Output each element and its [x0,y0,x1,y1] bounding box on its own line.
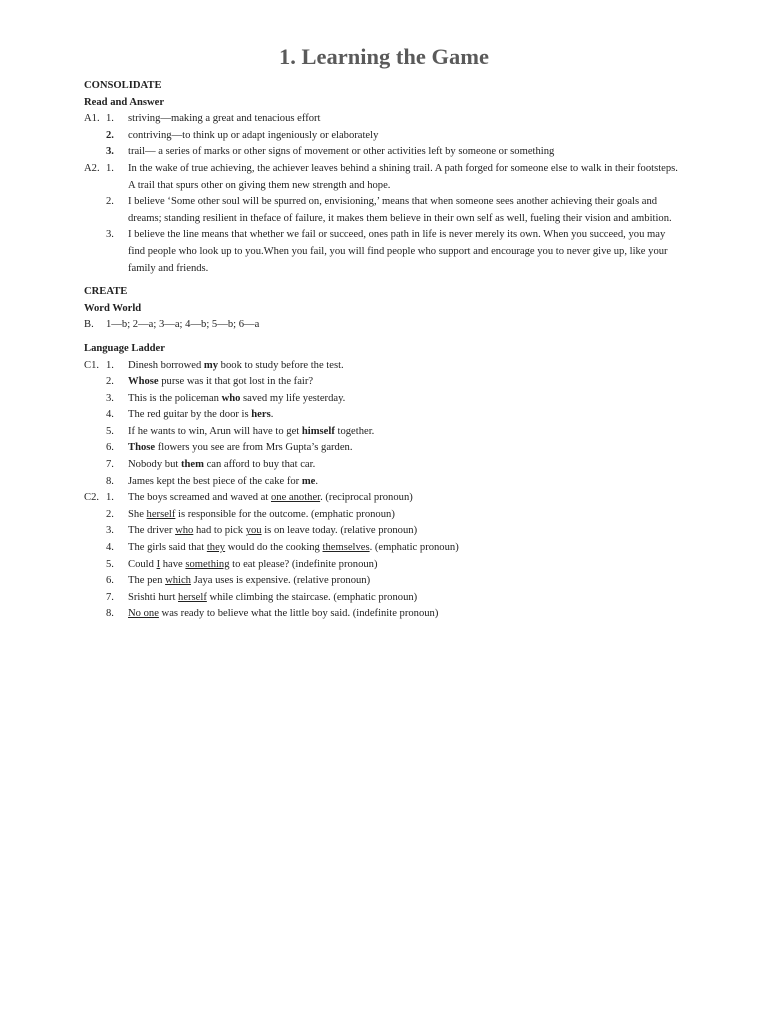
answer-text [128,144,684,161]
answer-number: 3. [106,146,114,158]
answer-label [84,374,106,391]
answer-item [84,194,684,227]
answer-text-run: The red guitar by the door is [128,409,252,421]
answer-label [84,227,106,277]
create-heading: CREATE [84,286,128,298]
answer-text-run: had to pick [193,525,246,537]
answer-number: 6. [106,442,114,454]
answer-text [128,457,684,474]
answer-text-run: Srishti hurt [128,591,179,603]
answer-number: 3. [106,392,114,404]
answer-text [128,194,684,227]
answer-text-run: The pen [128,575,166,587]
bold-pronoun: my [203,359,219,371]
bold-pronoun: them [180,459,204,471]
answer-text [128,358,684,375]
underlined-pronoun: herself [178,591,207,603]
language-ladder-heading: Language Ladder [84,342,165,354]
answer-b [84,317,684,334]
answer-text-run: The boys screamed and waved at [128,492,271,504]
answer-item [84,128,684,145]
answer-item [84,227,684,277]
answer-number: 2. [106,376,114,388]
consolidate-heading: CONSOLIDATE [84,80,162,91]
answer-label [84,424,106,441]
read-and-answer-heading: Read and Answer [84,96,165,108]
answer-label [84,573,106,590]
answer-number: 2. [106,196,114,208]
underlined-pronoun: something [185,558,230,570]
answer-text-run: The girls said that [128,542,207,554]
answer-text-run: to eat please? (indefinite pronoun) [229,558,378,570]
answer-text-run: together. [334,425,375,437]
answer-text-run: Jaya uses is expensive. (relative pronoun) [190,575,371,587]
answer-label [84,507,106,524]
answer-text-run: . (reciprocal pronoun) [320,492,413,504]
answer-label [84,194,106,227]
answer-item [84,358,684,375]
answer-item [84,424,684,441]
answer-item [84,507,684,524]
answer-text-run: Dinesh borrowed [128,359,204,371]
answer-number: 4. [106,409,114,421]
answer-label [84,440,106,457]
answer-number: 1. [106,162,114,174]
answer-text [128,557,684,574]
answer-text [128,111,684,128]
answer-item [84,557,684,574]
answer-number: 1. [106,113,114,125]
answer-text-run: is on leave today. (relative pronoun) [261,525,418,537]
answer-text [128,606,684,623]
answer-text [128,540,684,557]
answer-text [128,374,684,391]
answer-number: 8. [106,608,114,620]
answer-label [84,144,106,161]
answer-text-run: saved my life yesterday. [240,392,346,404]
bold-pronoun: himself [301,425,335,437]
answer-text [128,407,684,424]
answer-text-run: Could [128,558,157,570]
bold-pronoun: Whose [128,376,159,388]
underlined-pronoun: they [206,542,226,554]
answer-number: 6. [106,575,114,587]
answer-text [128,490,684,507]
answer-item [84,407,684,424]
underlined-pronoun: herself [146,508,176,520]
answer-text [128,424,684,441]
answer-text [128,128,684,145]
answer-text-run: was ready to believe what the little boy said. (indefinite pronoun) [158,608,439,620]
answer-label [84,523,106,540]
answer-text-run: If he wants to win, Arun will have to get [128,425,302,437]
answer-label: A1. [84,113,100,125]
answer-number: 5. [106,558,114,570]
answer-text [128,227,684,277]
answer-number: 7. [106,591,114,603]
answer-text-run: Nobody but [128,459,181,471]
answer-number: 3. [106,525,114,537]
answer-text-run: James kept the best piece of the cake for [128,475,302,487]
answer-item [84,523,684,540]
answer-number: 7. [106,459,114,471]
answer-number: 4. [106,542,114,554]
answer-text-run: contriving—to think up or adapt ingeniously or elaborately [128,129,379,141]
answer-label [84,474,106,491]
answer-text-run: The driver [128,525,176,537]
answer-text-run: . [270,409,274,421]
answers-a2 [84,161,684,277]
answer-number: 5. [106,425,114,437]
answer-label [84,128,106,145]
answer-label: C2. [84,492,100,504]
answer-item [84,573,684,590]
answer-text-run: can afford to buy that car. [203,459,316,471]
answer-label [84,557,106,574]
answer-text-run: striving—making a great and tenacious effort [128,113,321,125]
word-world-heading: Word World [84,302,142,314]
answer-number: 1. [106,492,114,504]
answer-label [84,457,106,474]
answer-item [84,540,684,557]
answer-text-run: In the wake of true achieving, the achiever leaves behind a shining trail. A path forged for someone else to walk in their footsteps. A trail that spurs other on giving them new strength and hope. [128,162,678,191]
answer-number: 2. [106,129,114,141]
bold-pronoun: me [301,475,316,487]
underlined-pronoun: who [175,525,194,537]
answers-a1 [84,111,684,161]
bold-pronoun: who [221,392,241,404]
answer-text-run: This is the policeman [128,392,222,404]
answer-text [128,474,684,491]
answer-item [84,111,684,128]
answer-label [84,606,106,623]
underlined-pronoun: you [245,525,262,537]
answer-text [128,507,684,524]
answer-item [84,440,684,457]
answer-text [128,440,684,457]
answer-item [84,391,684,408]
answer-text-run: flowers you see are from Mrs Gupta’s garden. [155,442,353,454]
answer-number: 1. [106,359,114,371]
answer-text-run: I believe the line means that whether we fail or succeed, ones path in life is never merely its own. When you succeed, you may find people who look up to you.When you fail, you will find people who support and encourage you to never give up, like your family and friends. [128,229,668,274]
answer-text-run: book to study before the test. [218,359,344,371]
answer-item [84,144,684,161]
page-title: 1. Learning the Game [279,44,489,69]
answer-text: 1—b; 2—a; 3—a; 4—b; 5—b; 6—a [106,319,260,331]
answer-text-run: I believe ‘Some other soul will be spurred on, envisioning,’ means that when someone sees another achieving their goals and dreams; standing resilient in theface of failure, it makes them believe in their own self as well, fueling their vision and ambition. [128,196,672,224]
answer-label: C1. [84,359,100,371]
answer-text [128,523,684,540]
answer-label: A2. [84,162,100,174]
answer-item [84,606,684,623]
answer-text [128,161,684,194]
answer-item [84,490,684,507]
answer-text [128,391,684,408]
answer-text-run: trail— a series of marks or other signs of movement or other activities left by someone or something [128,146,555,158]
answer-label [84,407,106,424]
answer-content [84,78,684,623]
answer-text-run: . [315,475,319,487]
underlined-pronoun: I [156,558,161,570]
answer-item [84,374,684,391]
underlined-pronoun: themselves [322,542,370,554]
answer-text-run: have [160,558,186,570]
answer-label [84,540,106,557]
answers-c2 [84,490,684,623]
bold-pronoun: hers [251,409,271,421]
bold-pronoun: Those [128,442,156,454]
answers-c1 [84,358,684,491]
answer-label [84,590,106,607]
answer-text [128,573,684,590]
answer-number: 2. [106,508,114,520]
answer-label: B. [84,319,94,331]
answer-item [84,590,684,607]
answer-text-run: purse was it that got lost in the fair? [158,376,314,388]
underlined-pronoun: No one [128,608,159,620]
answer-item [84,161,684,194]
answer-label [84,391,106,408]
underlined-pronoun: one another [270,492,321,504]
answer-item [84,457,684,474]
answer-text-run: would do the cooking [225,542,323,554]
answer-item [84,474,684,491]
answer-text-run: She [128,508,147,520]
answer-number: 3. [106,229,114,241]
answer-text-run: while climbing the staircase. (emphatic pronoun) [206,591,418,603]
underlined-pronoun: which [165,575,191,587]
answer-text-run: . (emphatic pronoun) [369,542,459,554]
answer-number: 8. [106,475,114,487]
answer-text-run: is responsible for the outcome. (emphatic pronoun) [175,508,395,520]
answer-text [128,590,684,607]
